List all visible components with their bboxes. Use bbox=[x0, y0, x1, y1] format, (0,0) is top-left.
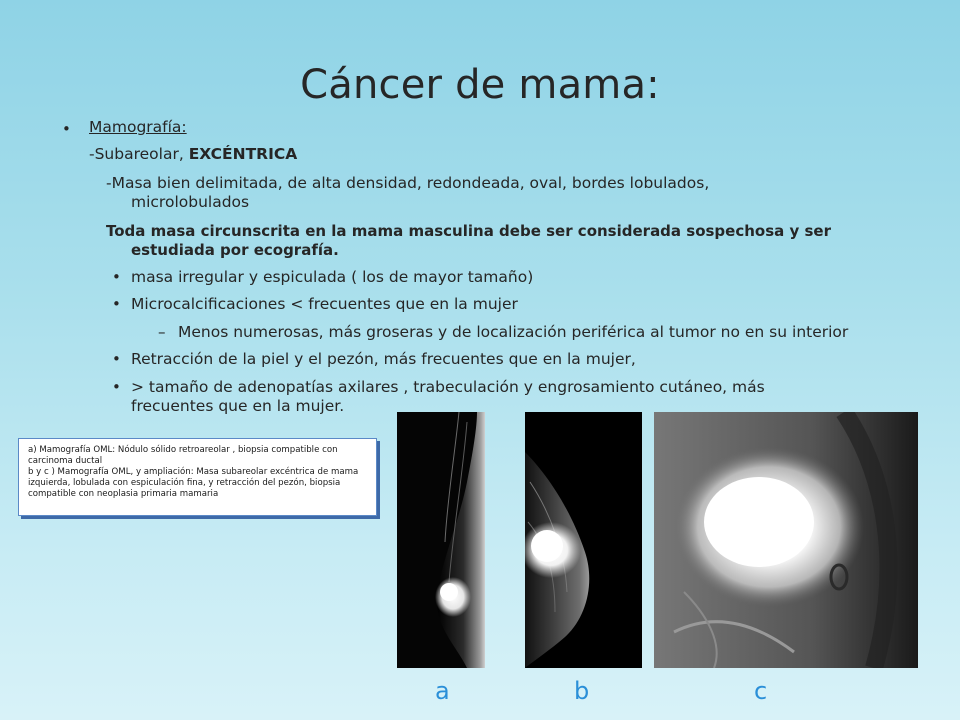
slide-title: Cáncer de mama: bbox=[300, 62, 660, 108]
masa-line-1: -Masa bien delimitada, de alta densidad, redondeada, oval, bordes lobulados, bbox=[106, 174, 710, 192]
caption-line-a: a) Mamografía OML: Nódulo sólido retroareolar , biopsia compatible con carcinoma ductal bbox=[28, 445, 338, 466]
bullet-irregular: masa irregular y espiculada ( los de mayor tamaño) bbox=[131, 268, 534, 286]
masa-line-2: microlobulados bbox=[131, 193, 250, 211]
caption-line-bc: b y c ) Mamografía OML, y ampliación: Masa subareolar excéntrica de mama izquierda, lobulada con espiculación fina, y retracción del pezón, biopsia compatible con neoplasia primaria mamaria bbox=[28, 467, 359, 499]
mammogram-c-graphic bbox=[654, 412, 918, 668]
bullet-icon: • bbox=[62, 120, 71, 138]
figure-caption-box bbox=[18, 438, 377, 516]
mamografia-heading: Mamografía: bbox=[89, 118, 187, 136]
dash-icon: – bbox=[158, 323, 166, 341]
dash-menos-numerosas: Menos numerosas, más groseras y de localización periférica al tumor no en su interior bbox=[178, 323, 849, 341]
bullet-icon: • bbox=[112, 295, 121, 313]
bold-note-line-1: Toda masa circunscrita en la mama masculina debe ser considerada sospechosa y ser bbox=[106, 222, 831, 240]
bullet-icon: • bbox=[112, 268, 121, 286]
bullet-tamano-line-2: frecuentes que en la mujer. bbox=[131, 397, 345, 415]
bold-note-line-2: estudiada por ecografía. bbox=[131, 241, 339, 259]
mammogram-image-a bbox=[397, 412, 485, 668]
subareolar-bold: EXCÉNTRICA bbox=[188, 145, 298, 163]
subareolar-prefix: -Subareolar, bbox=[89, 145, 189, 163]
image-label-b: b bbox=[574, 677, 590, 705]
bullet-tamano-line-1: > tamaño de adenopatías axilares , trabeculación y engrosamiento cutáneo, más bbox=[131, 378, 765, 396]
image-label-c: c bbox=[754, 677, 768, 705]
bullet-icon: • bbox=[112, 378, 121, 396]
mammogram-b-graphic bbox=[525, 412, 642, 668]
bullet-retraccion: Retracción de la piel y el pezón, más frecuentes que en la mujer, bbox=[131, 350, 636, 368]
mammogram-image-b bbox=[525, 412, 642, 668]
mammogram-image-c bbox=[654, 412, 918, 668]
bullet-icon: • bbox=[112, 350, 121, 368]
image-label-a: a bbox=[435, 677, 450, 705]
subareolar-line bbox=[89, 145, 297, 164]
bullet-microcalcificaciones: Microcalcificaciones < frecuentes que en la mujer bbox=[131, 295, 518, 313]
mammogram-a-graphic bbox=[397, 412, 485, 668]
